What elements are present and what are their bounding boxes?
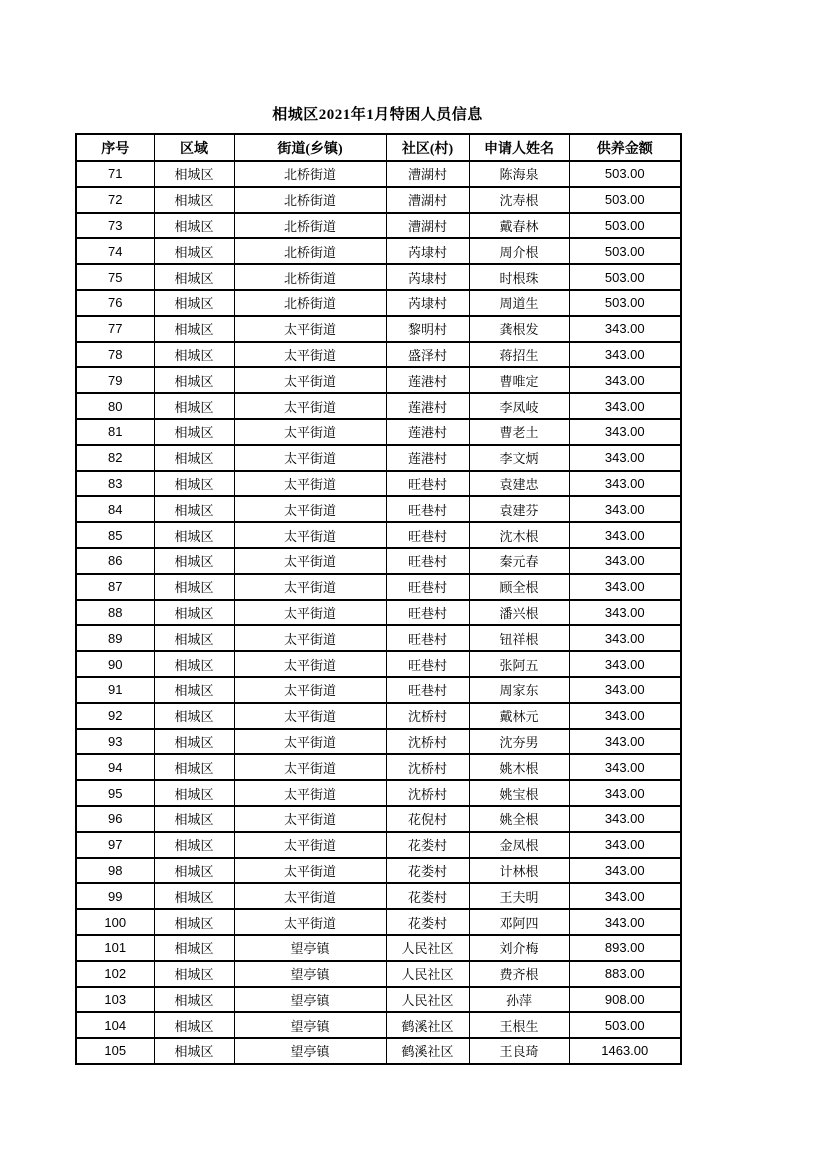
table-row xyxy=(76,987,681,1013)
table-row xyxy=(76,677,681,703)
cell-index: 84 xyxy=(76,496,154,522)
cell-index: 76 xyxy=(76,290,154,316)
cell-street: 太平街道 xyxy=(234,393,386,419)
cell-index: 72 xyxy=(76,187,154,213)
cell-applicant-name: 顾全根 xyxy=(469,574,569,600)
table-row xyxy=(76,625,681,651)
cell-index: 73 xyxy=(76,213,154,239)
cell-applicant-name: 蒋招生 xyxy=(469,342,569,368)
cell-index: 92 xyxy=(76,703,154,729)
cell-street: 北桥街道 xyxy=(234,290,386,316)
cell-applicant-name: 潘兴根 xyxy=(469,600,569,626)
cell-applicant-name: 周道生 xyxy=(469,290,569,316)
header-community: 社区(村) xyxy=(386,134,469,161)
cell-index: 98 xyxy=(76,858,154,884)
table-header-row xyxy=(76,134,681,161)
cell-applicant-name: 沈夯男 xyxy=(469,729,569,755)
cell-support-amount: 343.00 xyxy=(569,806,681,832)
cell-community: 沈桥村 xyxy=(386,780,469,806)
cell-applicant-name: 姚全根 xyxy=(469,806,569,832)
cell-community: 旺巷村 xyxy=(386,522,469,548)
cell-applicant-name: 钮祥根 xyxy=(469,625,569,651)
table-row xyxy=(76,496,681,522)
cell-street: 太平街道 xyxy=(234,574,386,600)
cell-support-amount: 343.00 xyxy=(569,548,681,574)
cell-index: 96 xyxy=(76,806,154,832)
cell-community: 花倪村 xyxy=(386,806,469,832)
cell-community: 旺巷村 xyxy=(386,471,469,497)
cell-street: 太平街道 xyxy=(234,754,386,780)
cell-index: 87 xyxy=(76,574,154,600)
cell-support-amount: 343.00 xyxy=(569,574,681,600)
page-title: 相城区2021年1月特困人员信息 xyxy=(272,107,483,123)
cell-region: 相城区 xyxy=(154,703,234,729)
cell-applicant-name: 计林根 xyxy=(469,858,569,884)
table-row xyxy=(76,342,681,368)
cell-support-amount: 343.00 xyxy=(569,883,681,909)
cell-applicant-name: 时根珠 xyxy=(469,264,569,290)
cell-street: 太平街道 xyxy=(234,548,386,574)
cell-street: 太平街道 xyxy=(234,703,386,729)
cell-region: 相城区 xyxy=(154,548,234,574)
cell-community: 花娄村 xyxy=(386,858,469,884)
table-row xyxy=(76,1038,681,1064)
cell-community: 漕湖村 xyxy=(386,187,469,213)
cell-applicant-name: 戴春林 xyxy=(469,213,569,239)
cell-region: 相城区 xyxy=(154,832,234,858)
table-row xyxy=(76,1012,681,1038)
cell-street: 太平街道 xyxy=(234,496,386,522)
cell-applicant-name: 王根生 xyxy=(469,1012,569,1038)
cell-applicant-name: 李文炳 xyxy=(469,445,569,471)
cell-street: 太平街道 xyxy=(234,909,386,935)
table-row xyxy=(76,290,681,316)
cell-region: 相城区 xyxy=(154,625,234,651)
cell-region: 相城区 xyxy=(154,264,234,290)
cell-community: 旺巷村 xyxy=(386,651,469,677)
cell-street: 望亭镇 xyxy=(234,935,386,961)
cell-community: 旺巷村 xyxy=(386,574,469,600)
cell-community: 莲港村 xyxy=(386,393,469,419)
cell-community: 漕湖村 xyxy=(386,213,469,239)
cell-support-amount: 503.00 xyxy=(569,290,681,316)
cell-street: 太平街道 xyxy=(234,729,386,755)
cell-applicant-name: 戴林元 xyxy=(469,703,569,729)
cell-index: 79 xyxy=(76,367,154,393)
cell-region: 相城区 xyxy=(154,161,234,187)
cell-community: 旺巷村 xyxy=(386,496,469,522)
cell-support-amount: 343.00 xyxy=(569,754,681,780)
cell-applicant-name: 王夫明 xyxy=(469,883,569,909)
cell-community: 鹤溪社区 xyxy=(386,1012,469,1038)
cell-community: 人民社区 xyxy=(386,987,469,1013)
cell-region: 相城区 xyxy=(154,290,234,316)
cell-applicant-name: 费齐根 xyxy=(469,961,569,987)
table-row xyxy=(76,238,681,264)
cell-index: 90 xyxy=(76,651,154,677)
cell-street: 太平街道 xyxy=(234,522,386,548)
cell-region: 相城区 xyxy=(154,574,234,600)
cell-region: 相城区 xyxy=(154,806,234,832)
cell-street: 太平街道 xyxy=(234,471,386,497)
table-row xyxy=(76,548,681,574)
cell-applicant-name: 龚根发 xyxy=(469,316,569,342)
cell-street: 太平街道 xyxy=(234,445,386,471)
cell-community: 旺巷村 xyxy=(386,600,469,626)
cell-support-amount: 503.00 xyxy=(569,1012,681,1038)
cell-support-amount: 343.00 xyxy=(569,471,681,497)
cell-community: 人民社区 xyxy=(386,935,469,961)
cell-support-amount: 1463.00 xyxy=(569,1038,681,1064)
cell-applicant-name: 张阿五 xyxy=(469,651,569,677)
table-row xyxy=(76,883,681,909)
cell-support-amount: 343.00 xyxy=(569,703,681,729)
cell-support-amount: 343.00 xyxy=(569,522,681,548)
cell-street: 太平街道 xyxy=(234,832,386,858)
cell-index: 95 xyxy=(76,780,154,806)
cell-support-amount: 343.00 xyxy=(569,832,681,858)
cell-support-amount: 343.00 xyxy=(569,600,681,626)
cell-support-amount: 343.00 xyxy=(569,858,681,884)
cell-index: 78 xyxy=(76,342,154,368)
cell-street: 太平街道 xyxy=(234,419,386,445)
table-row xyxy=(76,316,681,342)
cell-street: 太平街道 xyxy=(234,651,386,677)
cell-index: 83 xyxy=(76,471,154,497)
header-support-amount: 供养金额 xyxy=(569,134,681,161)
cell-region: 相城区 xyxy=(154,213,234,239)
cell-community: 鹤溪社区 xyxy=(386,1038,469,1064)
cell-community: 芮埭村 xyxy=(386,264,469,290)
cell-applicant-name: 姚宝根 xyxy=(469,780,569,806)
cell-support-amount: 343.00 xyxy=(569,651,681,677)
header-applicant-name: 申请人姓名 xyxy=(469,134,569,161)
cell-community: 芮埭村 xyxy=(386,238,469,264)
cell-applicant-name: 周家东 xyxy=(469,677,569,703)
cell-region: 相城区 xyxy=(154,522,234,548)
cell-region: 相城区 xyxy=(154,471,234,497)
cell-index: 91 xyxy=(76,677,154,703)
cell-community: 沈桥村 xyxy=(386,703,469,729)
cell-region: 相城区 xyxy=(154,238,234,264)
table-row xyxy=(76,264,681,290)
cell-region: 相城区 xyxy=(154,445,234,471)
cell-support-amount: 883.00 xyxy=(569,961,681,987)
cell-community: 沈桥村 xyxy=(386,754,469,780)
cell-region: 相城区 xyxy=(154,909,234,935)
cell-support-amount: 503.00 xyxy=(569,187,681,213)
table-row xyxy=(76,419,681,445)
cell-index: 101 xyxy=(76,935,154,961)
cell-region: 相城区 xyxy=(154,342,234,368)
table-row xyxy=(76,393,681,419)
cell-index: 102 xyxy=(76,961,154,987)
cell-community: 旺巷村 xyxy=(386,548,469,574)
cell-support-amount: 343.00 xyxy=(569,445,681,471)
cell-community: 莲港村 xyxy=(386,419,469,445)
cell-support-amount: 893.00 xyxy=(569,935,681,961)
table-row xyxy=(76,935,681,961)
cell-street: 太平街道 xyxy=(234,316,386,342)
table-row xyxy=(76,471,681,497)
table-row xyxy=(76,806,681,832)
cell-street: 望亭镇 xyxy=(234,961,386,987)
cell-support-amount: 343.00 xyxy=(569,342,681,368)
cell-support-amount: 503.00 xyxy=(569,213,681,239)
cell-community: 莲港村 xyxy=(386,445,469,471)
cell-street: 北桥街道 xyxy=(234,187,386,213)
cell-street: 北桥街道 xyxy=(234,213,386,239)
table-row xyxy=(76,187,681,213)
cell-community: 旺巷村 xyxy=(386,677,469,703)
cell-index: 103 xyxy=(76,987,154,1013)
cell-index: 99 xyxy=(76,883,154,909)
cell-index: 86 xyxy=(76,548,154,574)
table-row xyxy=(76,703,681,729)
cell-support-amount: 343.00 xyxy=(569,780,681,806)
cell-region: 相城区 xyxy=(154,754,234,780)
cell-index: 89 xyxy=(76,625,154,651)
cell-support-amount: 343.00 xyxy=(569,393,681,419)
table-row xyxy=(76,729,681,755)
cell-region: 相城区 xyxy=(154,187,234,213)
cell-region: 相城区 xyxy=(154,367,234,393)
cell-street: 太平街道 xyxy=(234,780,386,806)
cell-region: 相城区 xyxy=(154,1012,234,1038)
cell-street: 太平街道 xyxy=(234,677,386,703)
cell-street: 太平街道 xyxy=(234,858,386,884)
cell-index: 85 xyxy=(76,522,154,548)
cell-region: 相城区 xyxy=(154,393,234,419)
cell-applicant-name: 沈寿根 xyxy=(469,187,569,213)
cell-index: 88 xyxy=(76,600,154,626)
cell-applicant-name: 袁建芬 xyxy=(469,496,569,522)
cell-support-amount: 908.00 xyxy=(569,987,681,1013)
cell-community: 花娄村 xyxy=(386,832,469,858)
cell-index: 80 xyxy=(76,393,154,419)
cell-community: 旺巷村 xyxy=(386,625,469,651)
cell-applicant-name: 秦元春 xyxy=(469,548,569,574)
cell-support-amount: 343.00 xyxy=(569,909,681,935)
cell-street: 望亭镇 xyxy=(234,1012,386,1038)
cell-street: 望亭镇 xyxy=(234,987,386,1013)
cell-applicant-name: 袁建忠 xyxy=(469,471,569,497)
cell-support-amount: 343.00 xyxy=(569,677,681,703)
table-row xyxy=(76,780,681,806)
cell-street: 太平街道 xyxy=(234,625,386,651)
cell-street: 北桥街道 xyxy=(234,238,386,264)
cell-region: 相城区 xyxy=(154,729,234,755)
cell-index: 97 xyxy=(76,832,154,858)
cell-region: 相城区 xyxy=(154,883,234,909)
cell-support-amount: 343.00 xyxy=(569,419,681,445)
cell-region: 相城区 xyxy=(154,316,234,342)
table-row xyxy=(76,445,681,471)
cell-index: 81 xyxy=(76,419,154,445)
cell-applicant-name: 王良琦 xyxy=(469,1038,569,1064)
cell-region: 相城区 xyxy=(154,419,234,445)
cell-index: 105 xyxy=(76,1038,154,1064)
cell-index: 94 xyxy=(76,754,154,780)
table-row xyxy=(76,213,681,239)
cell-community: 花娄村 xyxy=(386,909,469,935)
cell-index: 93 xyxy=(76,729,154,755)
cell-index: 104 xyxy=(76,1012,154,1038)
cell-support-amount: 343.00 xyxy=(569,625,681,651)
cell-index: 82 xyxy=(76,445,154,471)
cell-support-amount: 343.00 xyxy=(569,316,681,342)
cell-street: 太平街道 xyxy=(234,600,386,626)
cell-street: 望亭镇 xyxy=(234,1038,386,1064)
cell-applicant-name: 姚木根 xyxy=(469,754,569,780)
table-row xyxy=(76,858,681,884)
table-row xyxy=(76,600,681,626)
table-row xyxy=(76,832,681,858)
cell-community: 人民社区 xyxy=(386,961,469,987)
table-row xyxy=(76,754,681,780)
cell-street: 北桥街道 xyxy=(234,161,386,187)
cell-support-amount: 503.00 xyxy=(569,161,681,187)
cell-applicant-name: 曹老土 xyxy=(469,419,569,445)
cell-support-amount: 343.00 xyxy=(569,729,681,755)
header-index: 序号 xyxy=(76,134,154,161)
cell-street: 太平街道 xyxy=(234,367,386,393)
header-region: 区域 xyxy=(154,134,234,161)
cell-index: 71 xyxy=(76,161,154,187)
cell-region: 相城区 xyxy=(154,1038,234,1064)
cell-region: 相城区 xyxy=(154,935,234,961)
persons-table xyxy=(75,133,682,1065)
cell-index: 77 xyxy=(76,316,154,342)
cell-applicant-name: 邓阿四 xyxy=(469,909,569,935)
table-row xyxy=(76,161,681,187)
table-body xyxy=(76,161,681,1064)
cell-support-amount: 343.00 xyxy=(569,367,681,393)
cell-region: 相城区 xyxy=(154,961,234,987)
cell-street: 太平街道 xyxy=(234,806,386,832)
cell-applicant-name: 孙萍 xyxy=(469,987,569,1013)
cell-applicant-name: 李凤岐 xyxy=(469,393,569,419)
cell-street: 太平街道 xyxy=(234,883,386,909)
table-row xyxy=(76,574,681,600)
cell-applicant-name: 周介根 xyxy=(469,238,569,264)
table-row xyxy=(76,909,681,935)
cell-region: 相城区 xyxy=(154,677,234,703)
header-street: 街道(乡镇) xyxy=(234,134,386,161)
cell-community: 黎明村 xyxy=(386,316,469,342)
cell-applicant-name: 金凤根 xyxy=(469,832,569,858)
cell-region: 相城区 xyxy=(154,858,234,884)
cell-region: 相城区 xyxy=(154,600,234,626)
cell-community: 沈桥村 xyxy=(386,729,469,755)
cell-region: 相城区 xyxy=(154,651,234,677)
cell-region: 相城区 xyxy=(154,987,234,1013)
table-row xyxy=(76,522,681,548)
table-row xyxy=(76,961,681,987)
cell-community: 漕湖村 xyxy=(386,161,469,187)
cell-applicant-name: 陈海泉 xyxy=(469,161,569,187)
table-row xyxy=(76,651,681,677)
cell-applicant-name: 刘介梅 xyxy=(469,935,569,961)
cell-street: 北桥街道 xyxy=(234,264,386,290)
cell-community: 莲港村 xyxy=(386,367,469,393)
cell-support-amount: 343.00 xyxy=(569,496,681,522)
cell-index: 75 xyxy=(76,264,154,290)
cell-support-amount: 503.00 xyxy=(569,264,681,290)
cell-applicant-name: 曹唯定 xyxy=(469,367,569,393)
cell-community: 芮埭村 xyxy=(386,290,469,316)
cell-street: 太平街道 xyxy=(234,342,386,368)
cell-index: 74 xyxy=(76,238,154,264)
cell-applicant-name: 沈木根 xyxy=(469,522,569,548)
cell-index: 100 xyxy=(76,909,154,935)
table-row xyxy=(76,367,681,393)
cell-support-amount: 503.00 xyxy=(569,238,681,264)
cell-community: 盛泽村 xyxy=(386,342,469,368)
cell-region: 相城区 xyxy=(154,780,234,806)
cell-community: 花娄村 xyxy=(386,883,469,909)
cell-region: 相城区 xyxy=(154,496,234,522)
